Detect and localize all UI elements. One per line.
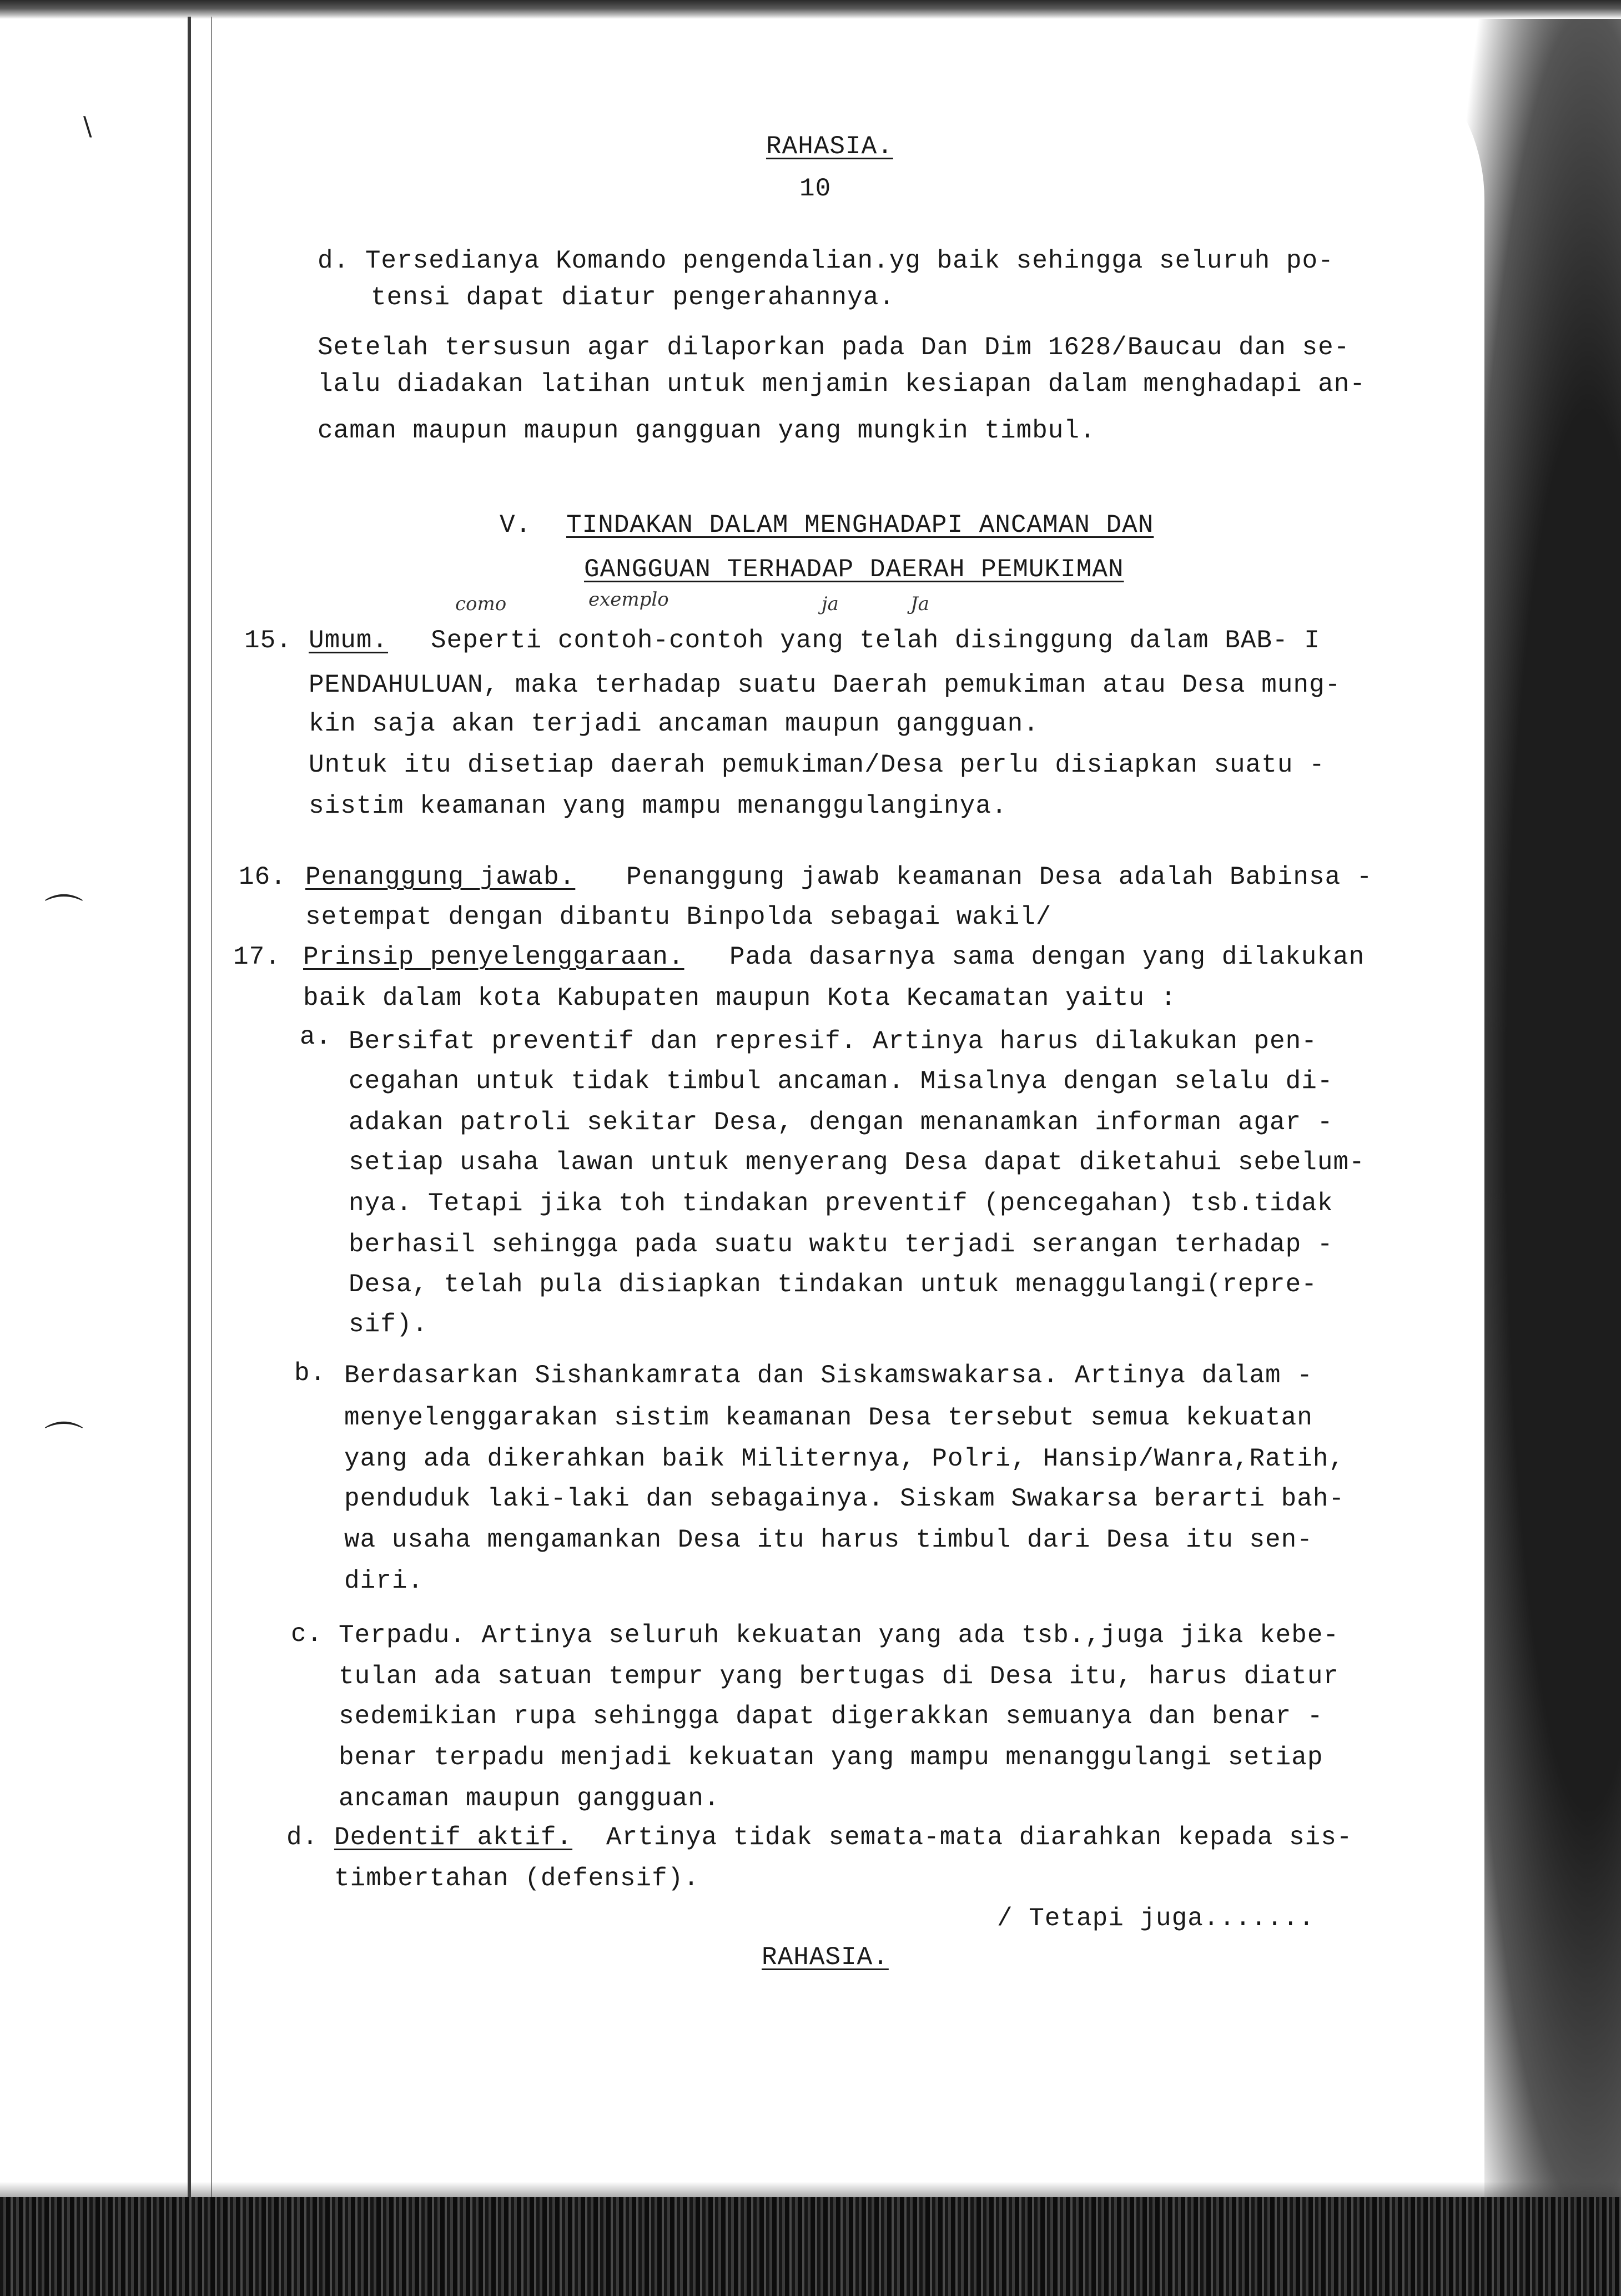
list-item-line: setiap usaha lawan untuk menyerang Desa dapat diketahui sebelum- [349,1148,1365,1177]
paragraph-number: 17. [233,943,281,971]
paragraph-number: 15. [244,626,292,655]
list-item-line: Artinya tidak semata-mata diarahkan kepada sis- [606,1823,1353,1852]
paragraph-heading: Umum. [309,626,389,655]
section-title-line: TINDAKAN DALAM MENGHADAPI ANCAMAN DAN [566,511,1154,540]
list-item-line: berhasil sehingga pada suatu waktu terjadi serangan terhadap - [349,1230,1333,1259]
paragraph-line: setempat dengan dibantu Binpolda sebagai wakil/ [305,903,1052,932]
binding-line-secondary [211,17,212,2198]
margin-curve-mark: ⌒ [44,891,83,936]
list-item-line: timbertahan (defensif). [334,1864,699,1893]
list-item-line: Berdasarkan Sishankamrata dan Siskamswakarsa. Artinya dalam - [344,1361,1313,1390]
classification-header: RAHASIA. [766,132,893,161]
paragraph-number: 16. [239,863,286,892]
margin-tick-mark: \ [83,111,92,141]
list-item-heading: Dedentif aktif. [334,1823,573,1852]
section-number: V. [500,511,532,540]
paragraph-line: Pada dasarnya sama dengan yang dilakukan [729,943,1365,971]
list-item-line: sif). [349,1310,429,1339]
item-d-intro-line: caman maupun maupun gangguan yang mungkin timbul. [318,416,1096,445]
list-item-line: nya. Tetapi jika toh tindakan preventif (pencegahan) tsb.tidak [349,1189,1333,1218]
page-number: 10 [799,174,832,203]
list-item-line: Bersifat preventif dan represif. Artinya harus dilakukan pen- [349,1027,1317,1056]
item-d-intro-line: lalu diadakan latihan untuk menjamin kesiapan dalam menghadapi an- [318,370,1366,399]
list-item-line: Terpadu. Artinya seluruh kekuatan yang ada tsb.,juga jika kebe- [339,1621,1340,1650]
paragraph-line: PENDAHULUAN, maka terhadap suatu Daerah pemukiman atau Desa mung- [309,671,1341,699]
paragraph-heading: Prinsip penyelenggaraan. [303,943,684,971]
list-item-line: diri. [344,1567,424,1595]
scan-bottom-edge [0,2197,1621,2296]
handwritten-annotation: ja [822,593,839,615]
margin-curve-mark: ⌒ [44,1418,83,1464]
item-d-intro-line: Setelah tersusun agar dilaporkan pada Dan Dim 1628/Baucau dan se- [318,333,1350,362]
handwritten-annotation: Ja [910,593,929,615]
list-item-label: d. [286,1823,319,1852]
list-item-line: wa usaha mengamankan Desa itu harus timbul dari Desa itu sen- [344,1525,1313,1554]
paragraph-line: Penanggung jawab keamanan Desa adalah Babinsa - [626,863,1373,892]
list-item-line: cegahan untuk tidak timbul ancaman. Misalnya dengan selalu di- [349,1067,1333,1096]
scan-top-edge [0,0,1621,19]
list-item-label: b. [294,1359,326,1388]
handwritten-annotation: como [455,593,507,615]
continuation-text: / Tetapi juga....... [997,1904,1315,1933]
list-item-line: Desa, telah pula disiapkan tindakan untuk menaggulangi(repre- [349,1270,1317,1299]
paragraph-line: Seperti contoh-contoh yang telah disinggung dalam BAB- I [431,626,1320,655]
paragraph-line: Untuk itu disetiap daerah pemukiman/Desa perlu disiapkan suatu - [309,751,1325,779]
section-title-line: GANGGUAN TERHADAP DAERAH PEMUKIMAN [584,555,1124,584]
item-d-intro-line: tensi dapat diatur pengerahannya. [371,283,895,312]
list-item-line: ancaman maupun gangguan. [339,1784,720,1813]
paragraph-heading: Penanggung jawab. [305,863,576,892]
handwritten-annotation: exemplo [588,588,669,611]
paragraph-line: baik dalam kota Kabupaten maupun Kota Kecamatan yaitu : [303,984,1177,1013]
list-item-line: penduduk laki-laki dan sebagainya. Siskam Swakarsa berarti bah- [344,1484,1345,1513]
list-item-label: c. [291,1620,323,1649]
binding-line [188,17,191,2198]
list-item-label: a. [300,1023,332,1051]
item-d-intro-line: d. Tersedianya Komando pengendalian.yg baik sehingga seluruh po- [318,246,1334,275]
list-item-line: tulan ada satuan tempur yang bertugas di Desa itu, harus diatur [339,1662,1340,1691]
paragraph-line: kin saja akan terjadi ancaman maupun gangguan. [309,709,1039,738]
list-item-line: menyelenggarakan sistim keamanan Desa tersebut semua kekuatan [344,1403,1313,1432]
list-item-line: adakan patroli sekitar Desa, dengan menanamkan informan agar - [349,1108,1333,1137]
classification-footer: RAHASIA. [762,1943,889,1972]
list-item-line: sedemikian rupa sehingga dapat digerakkan semuanya dan benar - [339,1702,1323,1731]
paragraph-line: sistim keamanan yang mampu menanggulanginya. [309,792,1008,820]
list-item-line: yang ada dikerahkan baik Militernya, Polri, Hansip/Wanra,Ratih, [344,1444,1345,1473]
list-item-line: benar terpadu menjadi kekuatan yang mampu menanggulangi setiap [339,1743,1323,1772]
